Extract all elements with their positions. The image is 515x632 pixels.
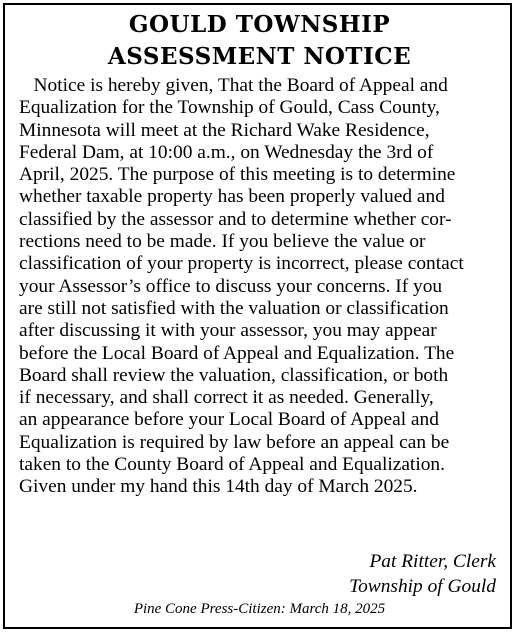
signature-office: Township of Gould bbox=[349, 576, 496, 597]
body-line: before the Local Board of Appeal and Equalization. The bbox=[19, 342, 455, 364]
body-line: Equalization for the Township of Gould, Cass County, bbox=[19, 97, 440, 119]
body-line: are still not satisfied with the valuation or classification bbox=[19, 297, 449, 319]
body-line: Board shall review the valuation, classification, or both bbox=[19, 364, 449, 386]
body-line: Equalization is required by law before an appeal can be bbox=[19, 431, 450, 453]
body-line: April, 2025. The purpose of this meeting is to determine bbox=[19, 164, 456, 186]
body-line: taken to the County Board of Appeal and Equalization. bbox=[19, 454, 445, 476]
notice-body bbox=[19, 75, 499, 499]
body-line: after discussing it with your assessor, you may appear bbox=[19, 320, 437, 342]
notice-title-line-1: GOULD TOWNSHIP bbox=[128, 11, 391, 38]
body-line: classification of your property is incorrect, please contact bbox=[19, 253, 464, 275]
notice-title-line-2: ASSESSMENT NOTICE bbox=[107, 43, 412, 70]
body-line: classified by the assessor and to determine whether cor- bbox=[19, 208, 452, 230]
body-line: Minnesota will meet at the Richard Wake Residence, bbox=[19, 119, 430, 141]
body-line: whether taxable property has been properly valued and bbox=[19, 186, 445, 208]
body-line: if necessary, and shall correct it as needed. Generally, bbox=[19, 387, 434, 409]
body-line: an appearance before your Local Board of Appeal and bbox=[19, 409, 439, 431]
body-line: Federal Dam, at 10:00 a.m., on Wednesday the 3rd of bbox=[19, 141, 434, 163]
body-line: your Assessor’s office to discuss your concerns. If you bbox=[19, 275, 443, 297]
publication-line: Pine Cone Press-Citizen: March 18, 2025 bbox=[133, 601, 386, 617]
body-line: Notice is hereby given, That the Board of Appeal and bbox=[19, 75, 448, 96]
signature-name: Pat Ritter, Clerk bbox=[369, 551, 496, 572]
body-line: Given under my hand this 14th day of March 2025. bbox=[19, 476, 418, 498]
body-line: rections need to be made. If you believe the value or bbox=[19, 231, 426, 253]
assessment-notice bbox=[3, 3, 512, 629]
